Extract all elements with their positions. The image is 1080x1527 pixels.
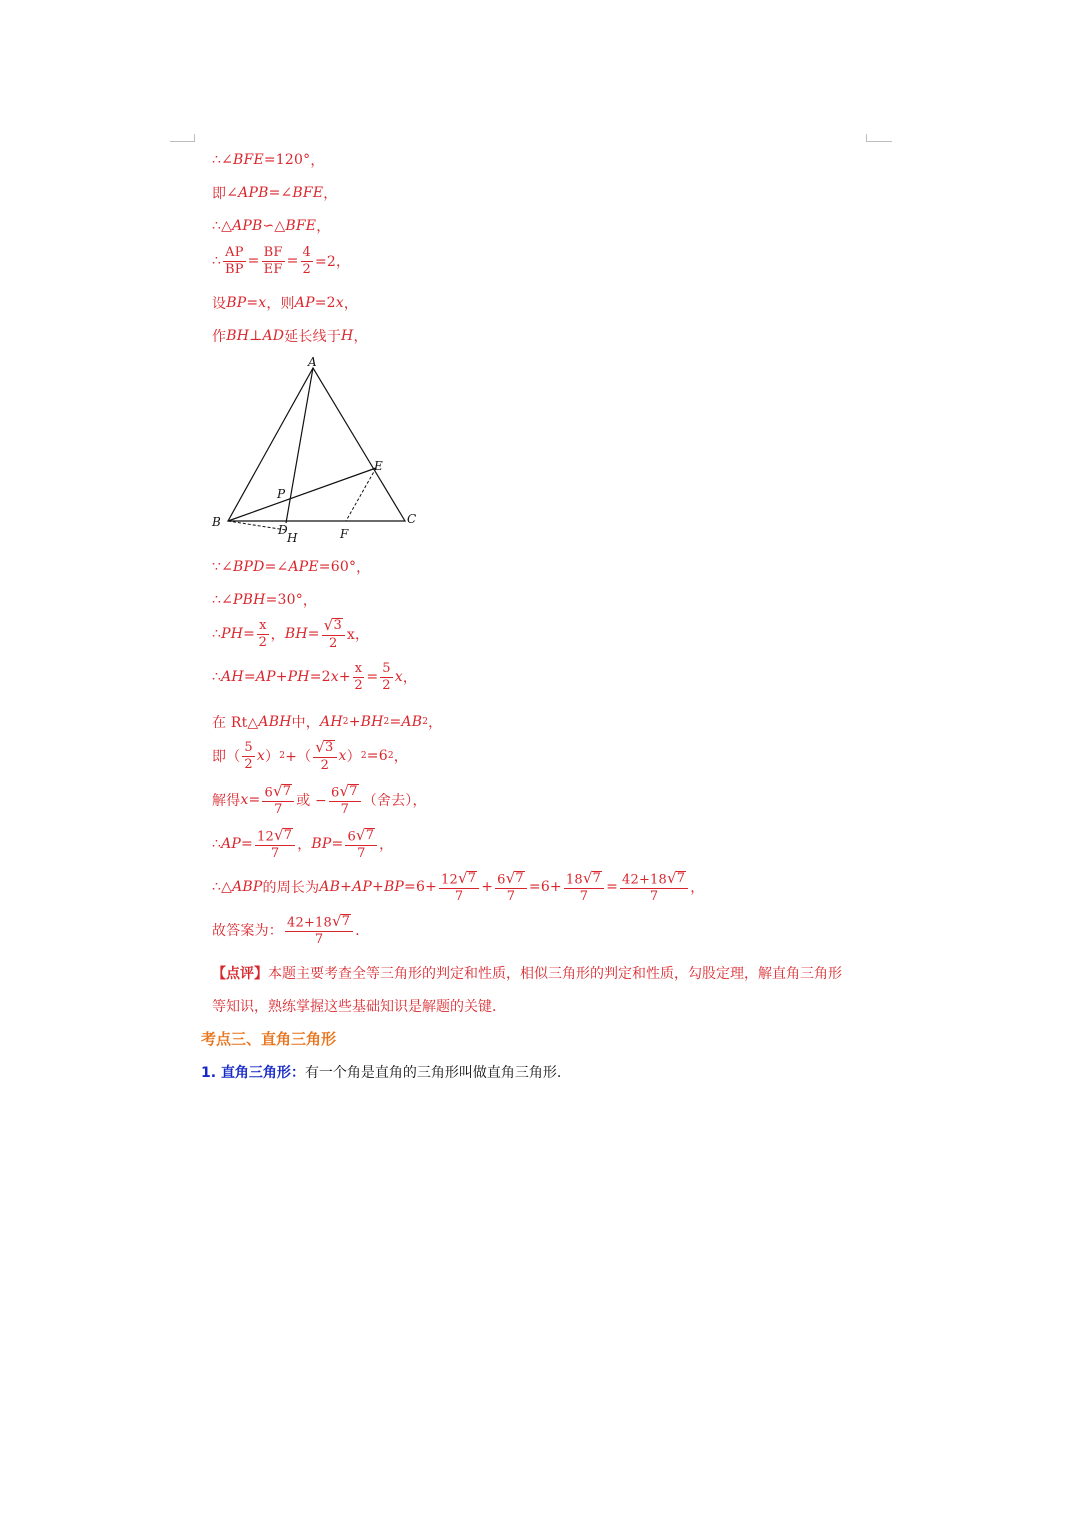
var: BP [226, 295, 247, 311]
text: x， [346, 627, 370, 644]
text: 故答案为： [212, 923, 283, 940]
numerator [495, 871, 527, 889]
denominator: 7 [270, 845, 280, 861]
comment-line-1 [212, 963, 842, 983]
sqrt: √ 7 [505, 869, 524, 888]
var: x [256, 748, 265, 765]
triangle-figure [200, 350, 430, 550]
definition-colon: ： [290, 1065, 305, 1081]
var: BH [284, 626, 308, 643]
segment-ef [346, 468, 376, 521]
punct: ， [353, 329, 368, 345]
punct: ， [343, 296, 359, 312]
denominator: EF [263, 261, 283, 277]
punct: ， [323, 186, 338, 202]
fraction-sqrt3-2 [322, 618, 345, 651]
definition [201, 1062, 561, 1082]
var: ABP [232, 879, 263, 896]
var: PH [287, 669, 310, 686]
var: x [258, 295, 267, 311]
angle-ape: ∠APE [276, 559, 319, 575]
text: 在 Rt△ [212, 715, 259, 731]
exponent: 2 [342, 717, 349, 727]
radicand: 7 [676, 871, 686, 886]
numerator [439, 871, 479, 889]
value: =120° [263, 152, 311, 168]
sqrt: √ 3 [323, 616, 342, 635]
equals: = [247, 253, 260, 270]
sqrt: √ 7 [582, 869, 602, 888]
plus: + [372, 879, 384, 896]
solution-line-7 [212, 557, 370, 577]
therefore-symbol: ∴ [212, 592, 222, 608]
plus: + [340, 879, 353, 896]
similar-triangles: △APB∽△BFE [221, 218, 317, 234]
denominator: 2 [258, 634, 268, 650]
denominator: 7 [506, 888, 516, 904]
coef: 42+18 [287, 915, 332, 931]
plus: + [275, 669, 288, 686]
var: x [335, 295, 344, 311]
var: AD [262, 328, 285, 344]
denominator: 7 [314, 931, 324, 947]
numerator [345, 828, 377, 846]
var: BP [311, 836, 332, 853]
perp-symbol: ⊥ [249, 328, 263, 344]
comment-text: 等知识，熟练掌握这些基础知识是解题的关键． [212, 999, 506, 1015]
denominator: 7 [649, 888, 659, 904]
fraction-42plus18sqrt7-7 [620, 871, 688, 904]
therefore-symbol: ∴ [212, 218, 222, 234]
solution-line-1 [212, 150, 325, 170]
paren: ） [265, 749, 280, 766]
label-h: H [287, 531, 298, 545]
definition-number: 1. [201, 1065, 221, 1081]
fraction-x-2 [257, 619, 269, 649]
plus: + [338, 669, 351, 686]
var: BH [226, 328, 250, 344]
numerator [285, 914, 353, 932]
text: 即 [212, 186, 227, 202]
label-a: A [308, 355, 317, 369]
angle-bfe: ∠BFE [221, 152, 264, 168]
equals: = [264, 559, 277, 575]
equals: = [286, 253, 299, 270]
radicand: 7 [515, 871, 524, 886]
var: AP [221, 836, 242, 853]
page-corner-mark-right [866, 141, 892, 142]
text: 设 [212, 296, 227, 312]
punct: ， [402, 670, 418, 687]
denominator: BP [225, 261, 244, 277]
label-f: F [340, 527, 349, 541]
var: AP [352, 879, 372, 896]
punct: ， [379, 837, 394, 854]
equals: = [243, 669, 256, 686]
var: x [394, 669, 403, 686]
fraction-x-2 [353, 662, 365, 692]
coef: 12 [441, 872, 458, 888]
radicand: 7 [283, 828, 293, 843]
label-b: B [212, 515, 221, 529]
fraction-6sqrt7-7 [495, 871, 527, 904]
solution-line-8 [212, 590, 317, 610]
punct: ， [428, 715, 443, 731]
text: ∴△ [212, 879, 233, 896]
solution-line-15 [212, 871, 704, 904]
var: AB [319, 879, 341, 896]
therefore-symbol: ∴ [212, 253, 222, 270]
text: 即（ [212, 749, 241, 766]
angle-apb: ∠APB [226, 185, 269, 201]
denominator: 2 [329, 635, 338, 651]
solution-line-16-answer [212, 914, 369, 947]
result: =2， [315, 254, 351, 271]
equals: = [243, 626, 256, 643]
plus: + [348, 714, 361, 730]
denominator: 7 [340, 801, 350, 817]
text: +（ [285, 749, 312, 766]
var: x [330, 669, 339, 686]
label-d: D [278, 523, 288, 537]
equals: = [307, 626, 320, 643]
text: 的周长为 [262, 880, 320, 897]
denominator: 7 [454, 888, 464, 904]
sqrt: √ 7 [355, 826, 375, 845]
var: x [338, 748, 347, 765]
text: 中， [291, 715, 321, 731]
punct: ， [310, 153, 325, 169]
radicand: 7 [467, 871, 477, 886]
var: AP [294, 295, 315, 311]
numerator: AP [225, 245, 244, 260]
solution-line-4 [212, 246, 350, 276]
var: H [341, 328, 354, 344]
coef: 6 [330, 785, 340, 801]
text: 延长线于 [284, 329, 342, 345]
solution-line-3 [212, 216, 330, 236]
exponent: 2 [383, 717, 390, 727]
var: x [240, 792, 249, 809]
coef: 6 [497, 872, 506, 888]
numerator: x [354, 661, 363, 676]
fraction-18sqrt7-7 [564, 871, 604, 904]
radicand: 7 [592, 871, 602, 886]
fraction-42plus18sqrt7-7 [285, 914, 353, 947]
solution-line-9 [212, 618, 369, 651]
var: AH [221, 669, 244, 686]
fraction-6sqrt7-7 [262, 784, 294, 817]
angle-pbh: ∠PBH [221, 592, 266, 608]
var: BP [383, 879, 405, 896]
sqrt: √ 3 [315, 738, 334, 757]
comment-tag: 【点评】 [212, 966, 268, 982]
numerator [620, 871, 688, 889]
denominator: 2 [382, 677, 391, 693]
var: AP [255, 669, 276, 686]
radicand: 3 [333, 618, 342, 633]
sqrt: √ 7 [331, 912, 351, 931]
equals: = [241, 836, 253, 853]
exponent: 2 [422, 717, 429, 727]
punct: ， [302, 593, 318, 609]
solution-line-2 [212, 183, 337, 203]
radicand: 7 [365, 828, 375, 843]
coef: 6 [347, 829, 356, 845]
solution-line-6 [212, 326, 368, 346]
angle-bpd: ∠BPD [221, 559, 265, 575]
text: =6 [366, 748, 388, 765]
definition-term: 直角三角形 [220, 1065, 291, 1081]
paren: ） [346, 749, 361, 766]
numerator: 5 [244, 740, 253, 756]
text: =6+ [404, 879, 438, 896]
solution-line-12 [212, 740, 408, 773]
text: 解得 [212, 793, 241, 810]
because-symbol: ∵ [212, 559, 222, 575]
numerator [255, 828, 295, 846]
fraction-5-2 [242, 741, 254, 771]
punct: ， [316, 219, 331, 235]
fraction-4-2 [301, 246, 313, 276]
radicand: 3 [325, 740, 334, 755]
solution-line-11 [212, 712, 442, 732]
sqrt: √ 7 [273, 826, 293, 845]
equals: = [268, 185, 281, 201]
value: =30° [265, 592, 303, 608]
numerator [262, 784, 294, 802]
exponent: 2 [387, 751, 394, 762]
punct: ， [356, 560, 371, 576]
text: =2 [309, 669, 331, 686]
denominator: 2 [320, 757, 330, 773]
equals: = [366, 669, 379, 686]
definition-text: 有一个角是直角的三角形叫做直角三角形. [304, 1065, 562, 1081]
var: AH [320, 714, 343, 730]
fraction-5-2 [380, 662, 392, 692]
denominator: 2 [302, 261, 311, 277]
numerator: BF [263, 245, 283, 260]
var: ABH [258, 714, 292, 730]
fraction-ap-bp [223, 246, 246, 276]
numerator [564, 871, 604, 889]
var: AB [401, 714, 423, 730]
therefore-symbol: ∴ [212, 626, 222, 643]
denominator: 7 [579, 888, 589, 904]
section-title: 考点三、直角三角形 [201, 1030, 337, 1048]
fraction-sqrt3-2 [313, 740, 336, 773]
comment-line-2 [212, 996, 506, 1016]
numerator: x [259, 618, 267, 634]
punct: ， [270, 627, 285, 644]
solution-line-10 [212, 662, 417, 692]
sqrt: √ 7 [457, 869, 477, 888]
radicand: 7 [341, 914, 351, 929]
value: =60° [318, 559, 357, 575]
equals: = [389, 714, 402, 730]
var: PH [221, 626, 244, 643]
fraction-6sqrt7-7 [329, 784, 361, 817]
plus: + [481, 879, 494, 896]
var: BH [360, 714, 384, 730]
exponent: 2 [279, 751, 286, 762]
therefore-symbol: ∴ [212, 152, 222, 168]
label-c: C [407, 512, 417, 526]
sqrt: √ 7 [272, 782, 292, 801]
text: 作 [212, 329, 227, 345]
equals: = [331, 836, 344, 853]
therefore-symbol: ∴ [212, 669, 222, 686]
punct: ， [393, 749, 408, 766]
label-e: E [374, 459, 383, 473]
equals: = [246, 295, 259, 311]
fraction-12sqrt7-7 [255, 828, 295, 861]
angle-bfe: ∠BFE [280, 185, 324, 201]
segment-be [228, 468, 376, 521]
numerator: 4 [302, 245, 311, 260]
punct: ． [355, 923, 370, 940]
solution-line-14 [212, 828, 393, 861]
text: =2 [314, 295, 336, 311]
solution-line-5 [212, 293, 358, 313]
equals: = [606, 879, 618, 896]
solution-line-13 [212, 784, 427, 817]
denominator: 7 [274, 801, 283, 817]
punct: ， [297, 837, 312, 854]
text: ，则 [266, 296, 295, 312]
text: （舍去）， [362, 793, 427, 810]
triangle-abc [228, 368, 405, 521]
sqrt: √ 7 [339, 782, 358, 801]
numerator: 5 [382, 661, 391, 676]
label-p: P [277, 487, 286, 501]
fraction-12sqrt7-7 [439, 871, 479, 904]
therefore-symbol: ∴ [212, 836, 222, 853]
fraction-6sqrt7-7 [345, 828, 377, 861]
denominator: 2 [244, 756, 253, 772]
fraction-bf-ef [262, 246, 285, 276]
sqrt: √ 7 [666, 869, 686, 888]
numerator [313, 740, 336, 758]
punct: ， [690, 880, 705, 897]
coef: 18 [565, 872, 583, 888]
coef: 12 [256, 829, 274, 845]
text: =6+ [528, 879, 562, 896]
exponent: 2 [360, 751, 367, 762]
numerator [322, 618, 345, 636]
comment-text: 本题主要考查全等三角形的判定和性质，相似三角形的判定和性质，勾股定理，解直角三角形 [268, 966, 842, 982]
equals: = [248, 792, 261, 809]
coef: 6 [264, 785, 273, 801]
radicand: 7 [349, 784, 358, 799]
denominator: 7 [357, 845, 366, 861]
page-corner-mark-left [170, 141, 194, 142]
denominator: 2 [354, 677, 363, 693]
numerator [329, 784, 361, 802]
radicand: 7 [282, 784, 292, 799]
text: 或 − [296, 793, 327, 810]
coef: 42+18 [622, 872, 667, 888]
